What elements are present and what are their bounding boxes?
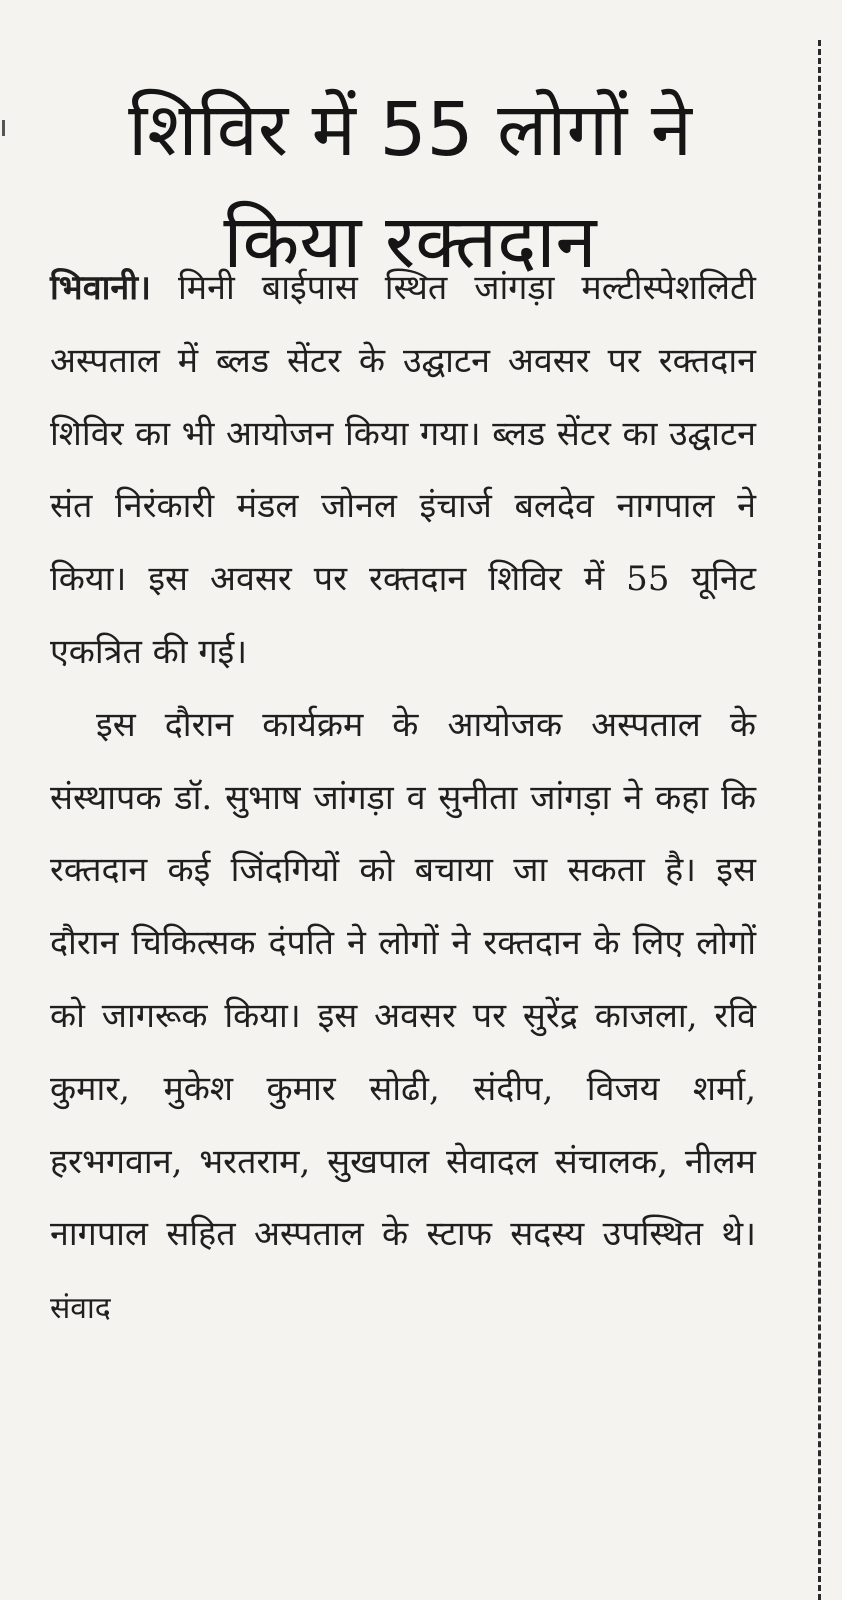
paragraph-1-text: मिनी बाईपास स्थित जांगड़ा मल्टीस्पेशलिटी अस्पताल में ब्लड सेंटर के उद्घाटन अवसर पर रक्तदान शिविर का भी आयोजन किया गया। ब्लड सेंटर का उद्घाटन संत निरंकारी मंडल जोनल इंचार्ज बलदेव नागपाल ने किया। इस अवसर पर रक्तदान शिविर में 55 यूनिट एकत्रित की गई। — [50, 268, 756, 672]
dateline: भिवानी। — [50, 268, 151, 308]
paragraph-2-text: इस दौरान कार्यक्रम के आयोजक अस्पताल के संस्थापक डॉ. सुभाष जांगड़ा व सुनीता जांगड़ा ने कहा कि रक्तदान कई जिंदगियों को बचाया जा सकता है। इस दौरान चिकित्सक दंपति ने लोगों ने रक्तदान के लिए लोगों को जागरूक किया। इस अवसर पर सुरेंद्र काजला, रवि कुमार, मुकेश कुमार सोढी, संदीप, विजय शर्मा, हरभगवान, भरतराम, सुखपाल सेवादल संचालक, नीलम नागपाल सहित अस्पताल के स्टाफ सदस्य उपस्थित थे। — [50, 704, 756, 1255]
headline-line-1: शिविर में 55 लोगों ने — [128, 86, 692, 173]
article-body — [50, 252, 756, 1346]
news-credit: संवाद — [50, 1291, 111, 1327]
clipping-edge-mark — [2, 120, 5, 136]
headline-line-2: किया रक्तदान — [223, 198, 597, 285]
paragraph-2 — [50, 689, 756, 1346]
paragraph-1 — [50, 252, 756, 689]
column-divider-dashed — [818, 40, 821, 1600]
